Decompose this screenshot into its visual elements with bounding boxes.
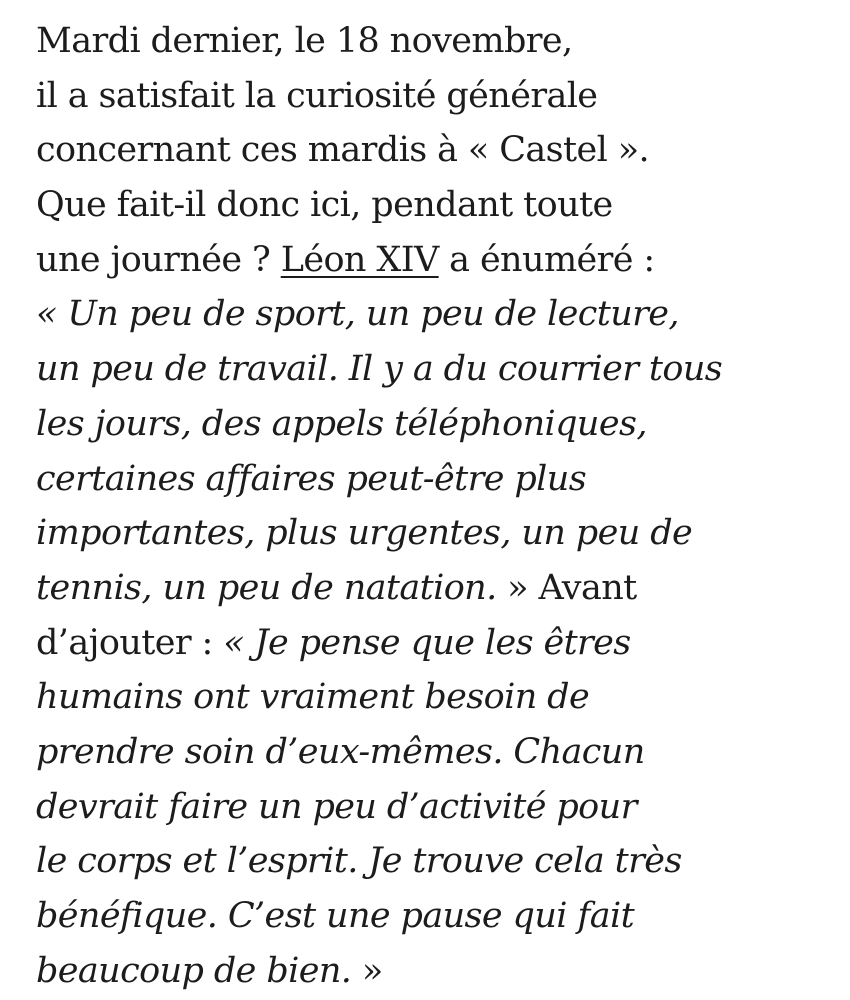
- quote-line: un peu de travail. Il y a du courrier tous: [36, 349, 723, 390]
- text-line-with-link: [36, 233, 836, 288]
- quote-line: prendre soin d’eux-mêmes. Chacun: [36, 731, 645, 772]
- quote-line: bénéfique. C’est une pause qui fait: [36, 896, 635, 936]
- text-segment: »: [361, 950, 383, 991]
- mixed-line: [36, 616, 836, 671]
- mixed-line: [36, 944, 836, 999]
- text-segment: d’ajouter :: [36, 622, 224, 663]
- quote-segment: beaucoup de bien.: [36, 950, 362, 991]
- text-line: concernant ces mardis à « Castel ».: [36, 130, 650, 171]
- quote-line: certaines affaires peut-être plus: [36, 458, 587, 499]
- text-segment: une journée ?: [36, 239, 281, 280]
- quote-line: importantes, plus urgentes, un peu de: [36, 513, 693, 554]
- text-segment: a énuméré :: [438, 239, 655, 280]
- text-line: Mardi dernier, le 18 novembre,: [36, 21, 573, 61]
- quote-line: devrait faire un peu d’activité pour: [36, 786, 637, 827]
- text-line: il a satisfait la curiosité générale: [36, 75, 598, 116]
- article-body: [36, 14, 836, 998]
- mixed-line: [36, 561, 836, 616]
- quote-line: le corps et l’esprit. Je trouve cela très: [36, 841, 682, 882]
- leon-xiv-link[interactable]: Léon XIV: [280, 239, 439, 280]
- quote-line: les jours, des appels téléphoniques,: [36, 403, 647, 444]
- quote-line: « Un peu de sport, un peu de lecture,: [36, 294, 679, 335]
- text-line: Que fait-il donc ici, pendant toute: [36, 185, 613, 226]
- quote-line: humains ont vraiment besoin de: [36, 677, 590, 718]
- text-segment: » Avant: [507, 567, 637, 608]
- quote-segment: « Je pense que les êtres: [223, 622, 631, 663]
- quote-segment: tennis, un peu de natation.: [36, 567, 508, 608]
